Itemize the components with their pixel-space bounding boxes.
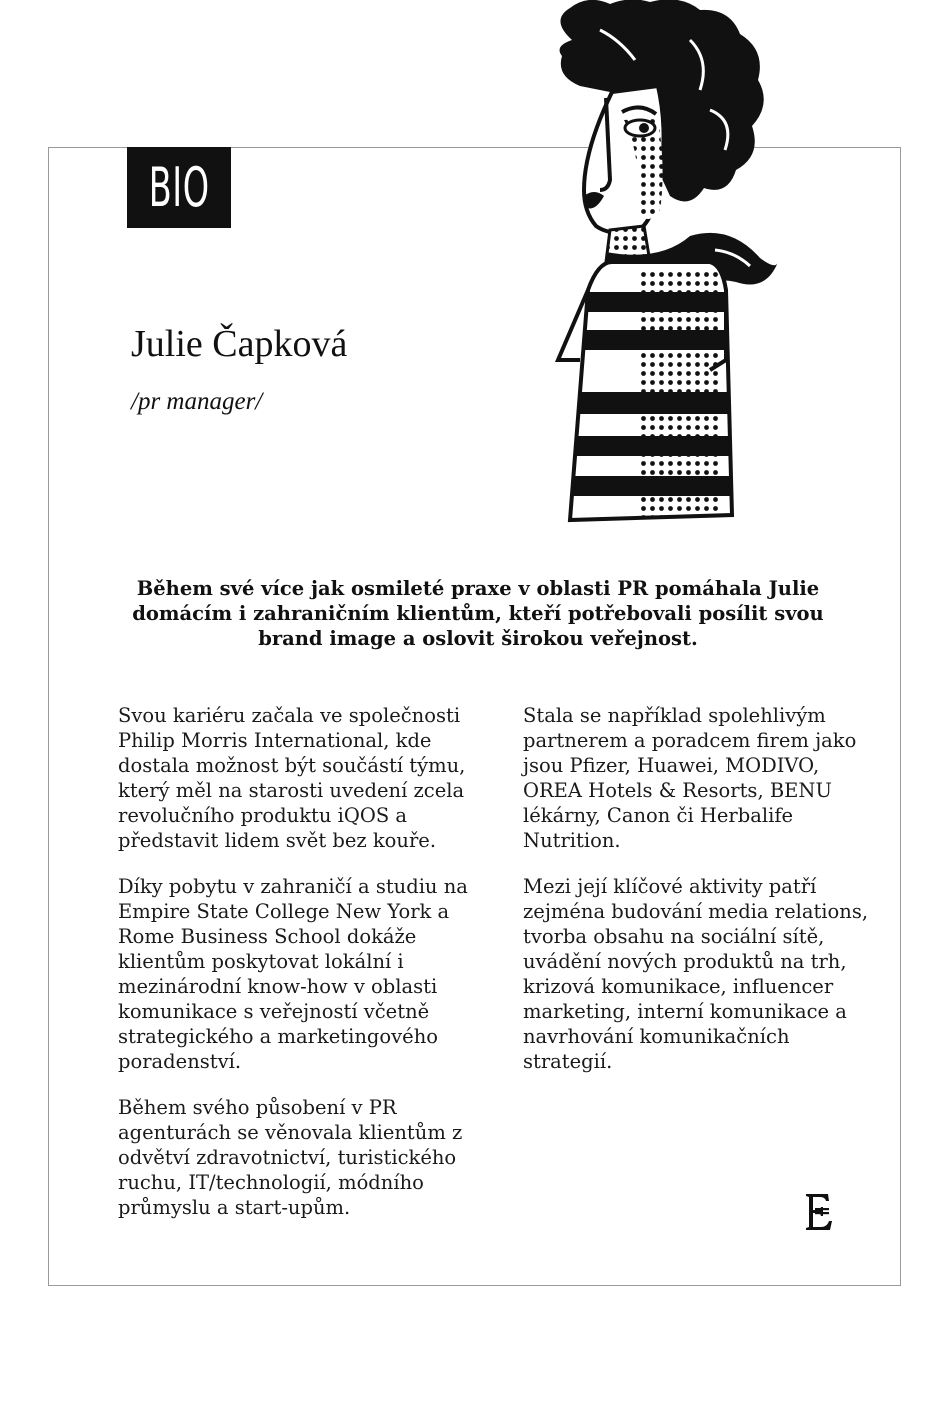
bio-section-label: BIO: [127, 147, 231, 228]
left-text-column: [118, 703, 478, 1241]
portrait-illustration: [540, 0, 800, 525]
bio-paragraph: Stala se například spolehlivým partnerem a poradcem firem jako jsou Pfizer, Huawei, MODIVO, OREA Hotels & Resorts, BENU lékárny, Canon či Herbalife Nutrition.: [523, 704, 857, 852]
bio-paragraph: Svou kariéru začala ve společnosti Philip Morris International, kde dostala možnost být součástí týmu, který měl na starosti uvedení zcela revolučního produktu iQOS a představit lidem svět bez kouře.: [118, 704, 466, 852]
bio-paragraph: Mezi její klíčové aktivity patří zejména budování media relations, tvorba obsahu na sociální sítě, uvádění nových produktů na trh, krizová komunikace, influencer marketing, interní komunikace a navrhování komunikačních strategií.: [523, 875, 869, 1073]
bio-paragraph: Během svého působení v PR agenturách se věnovala klientům z odvětví zdravotnictví, turistického ruchu, IT/technologií, módního průmyslu a start-upům.: [118, 1096, 463, 1219]
bio-paragraph: Díky pobytu v zahraničí a studiu na Empire State College New York a Rome Business School dokáže klientům poskytovat lokální i mezinárodní know-how v oblasti komunikace s veřejností včetně strategického a marketingového poradenství.: [118, 875, 468, 1073]
person-role: /pr manager/: [131, 388, 263, 415]
person-name: Julie Čapková: [131, 323, 348, 365]
right-text-column: [523, 703, 883, 1095]
lead-paragraph: Během své více jak osmileté praxe v oblasti PR pomáhala Julie domácím i zahraničním klientům, kteří potřebovali posílit svou brand image a oslovit širokou veřejnost.: [132, 577, 824, 650]
e-logo-icon: [800, 1190, 836, 1234]
